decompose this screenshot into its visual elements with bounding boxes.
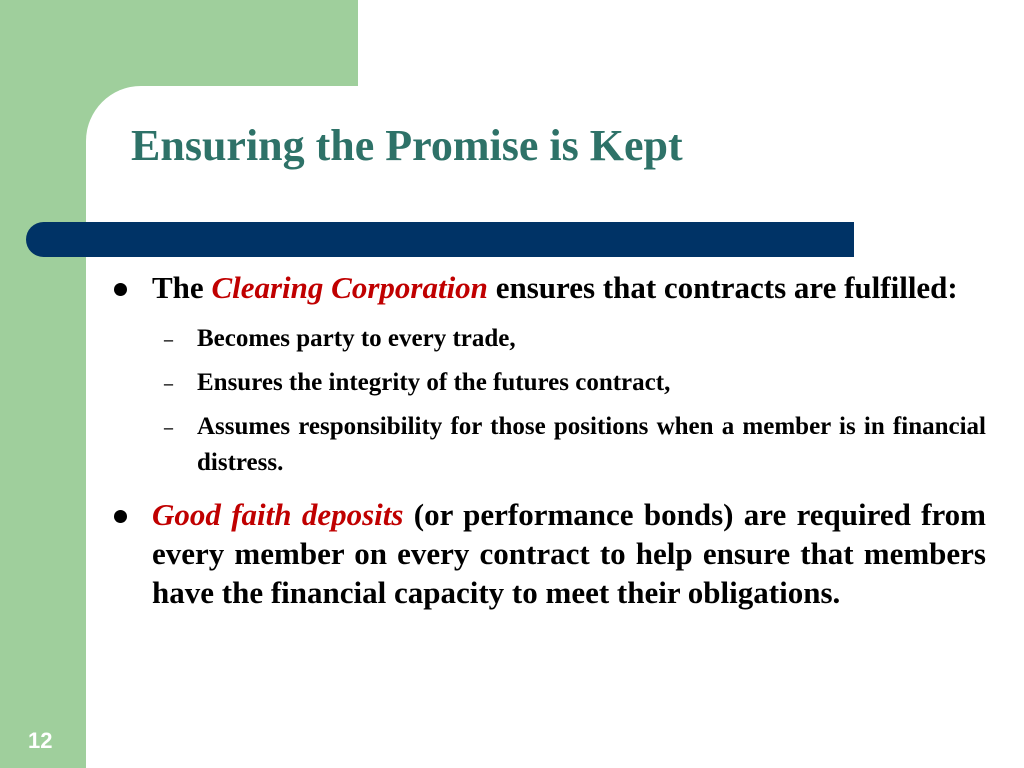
bullet-item (152, 495, 986, 612)
sub-item-text: Assumes responsibility for those positions when a member is in financial distress. (197, 413, 986, 476)
sub-item-text: Becomes party to every trade, (197, 325, 516, 352)
slide-body (152, 268, 986, 612)
sub-item-text: Ensures the integrity of the futures contract, (197, 369, 671, 396)
bullet-dot-icon (114, 510, 127, 523)
dash-icon: – (164, 417, 173, 437)
bullet-lead: The (152, 270, 204, 305)
bullet-text: (or performance bonds) are required from every member on every contract to help ensure that members have the financial capacity to meet their obligations. (152, 497, 986, 610)
sub-list (164, 321, 986, 481)
dash-icon: – (164, 373, 173, 393)
bullet-emphasis: Clearing Corporation (211, 270, 488, 305)
sub-item (164, 321, 986, 357)
bullet-dot-icon (114, 283, 127, 296)
dash-icon: – (164, 329, 173, 349)
sub-item (164, 365, 986, 401)
slide-title: Ensuring the Promise is Kept (131, 121, 683, 170)
sub-item (164, 409, 986, 481)
title-rule-bar (26, 222, 854, 257)
bullet-emphasis: Good faith deposits (152, 497, 404, 532)
slide-number: 12 (28, 728, 53, 753)
bullet-text: ensures that contracts are fulfilled: (495, 270, 958, 305)
bullet-item (152, 268, 986, 307)
